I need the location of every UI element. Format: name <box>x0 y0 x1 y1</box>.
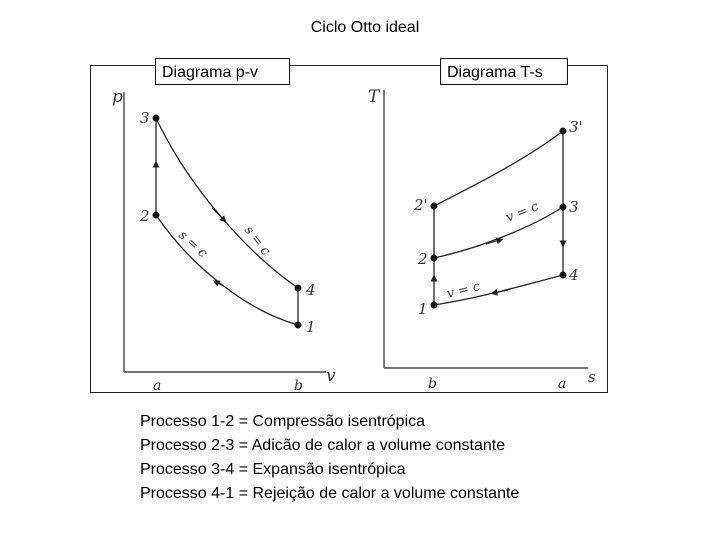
ts-point-1 <box>431 302 438 309</box>
process-1-2-text: Processo 1-2 = Compressão isentrópica <box>140 413 426 430</box>
figure-title: Ciclo Otto ideal <box>310 19 420 36</box>
ts-point-label-3prime: 3' <box>569 118 583 136</box>
pv-diagram-label: Diagrama p-v <box>155 58 290 85</box>
pv-point-3 <box>153 115 160 122</box>
pv-point-label-1: 1 <box>306 318 316 336</box>
ts-line-2prime-3prime <box>434 131 563 206</box>
ts-diagram <box>368 87 596 392</box>
pv-tick-a: a <box>153 378 162 394</box>
pv-point-label-3: 3 <box>140 109 150 127</box>
ts-point-label-2: 2 <box>418 250 428 268</box>
pv-process-3-4 <box>156 118 298 288</box>
ts-point-label-3: 3 <box>569 198 579 216</box>
ts-point-label-1: 1 <box>418 300 428 318</box>
ts-y-axis-label: T <box>368 87 380 107</box>
pv-process-1-2 <box>156 215 298 325</box>
pv-point-2 <box>153 212 160 219</box>
ts-point-4 <box>560 272 567 279</box>
ts-diagram-label: Diagrama T-s <box>440 58 568 85</box>
pv-tick-b: b <box>294 378 303 394</box>
pv-curve-label-upper: s = c <box>240 223 274 259</box>
pv-point-4 <box>295 285 302 292</box>
ts-curve-label-lower: v = c <box>445 279 482 302</box>
pv-x-axis-label: v <box>326 366 336 386</box>
pv-point-1 <box>295 322 302 329</box>
ts-point-label-2prime: 2' <box>414 196 428 214</box>
pv-diagram <box>112 87 336 394</box>
pv-point-label-4: 4 <box>306 281 316 299</box>
pv-curve-label-lower: s = c <box>175 227 210 262</box>
ts-tick-a: a <box>558 376 567 392</box>
ts-process-2-3 <box>434 207 563 258</box>
ts-point-3 <box>560 204 567 211</box>
ts-curve-label-upper: v = c <box>503 199 541 226</box>
ts-tick-b: b <box>428 376 437 392</box>
process-list <box>140 410 519 506</box>
ts-point-2 <box>431 255 438 262</box>
ts-point-3prime <box>560 128 567 135</box>
pv-arrow-3-4 <box>212 208 224 220</box>
ts-x-axis-label: s <box>588 368 596 386</box>
process-2-3-text: Processo 2-3 = Adicão de calor a volume constante <box>140 437 506 454</box>
pv-arrow-1-2 <box>216 282 230 290</box>
pv-y-axis-label: p <box>112 87 123 107</box>
ts-point-2prime <box>431 203 438 210</box>
ts-point-label-4: 4 <box>569 266 579 284</box>
process-4-1-text: Processo 4-1 = Rejeição de calor a volume constante <box>140 485 520 502</box>
process-3-4-text: Processo 3-4 = Expansão isentrópica <box>140 461 406 478</box>
pv-point-label-2: 2 <box>140 207 150 225</box>
